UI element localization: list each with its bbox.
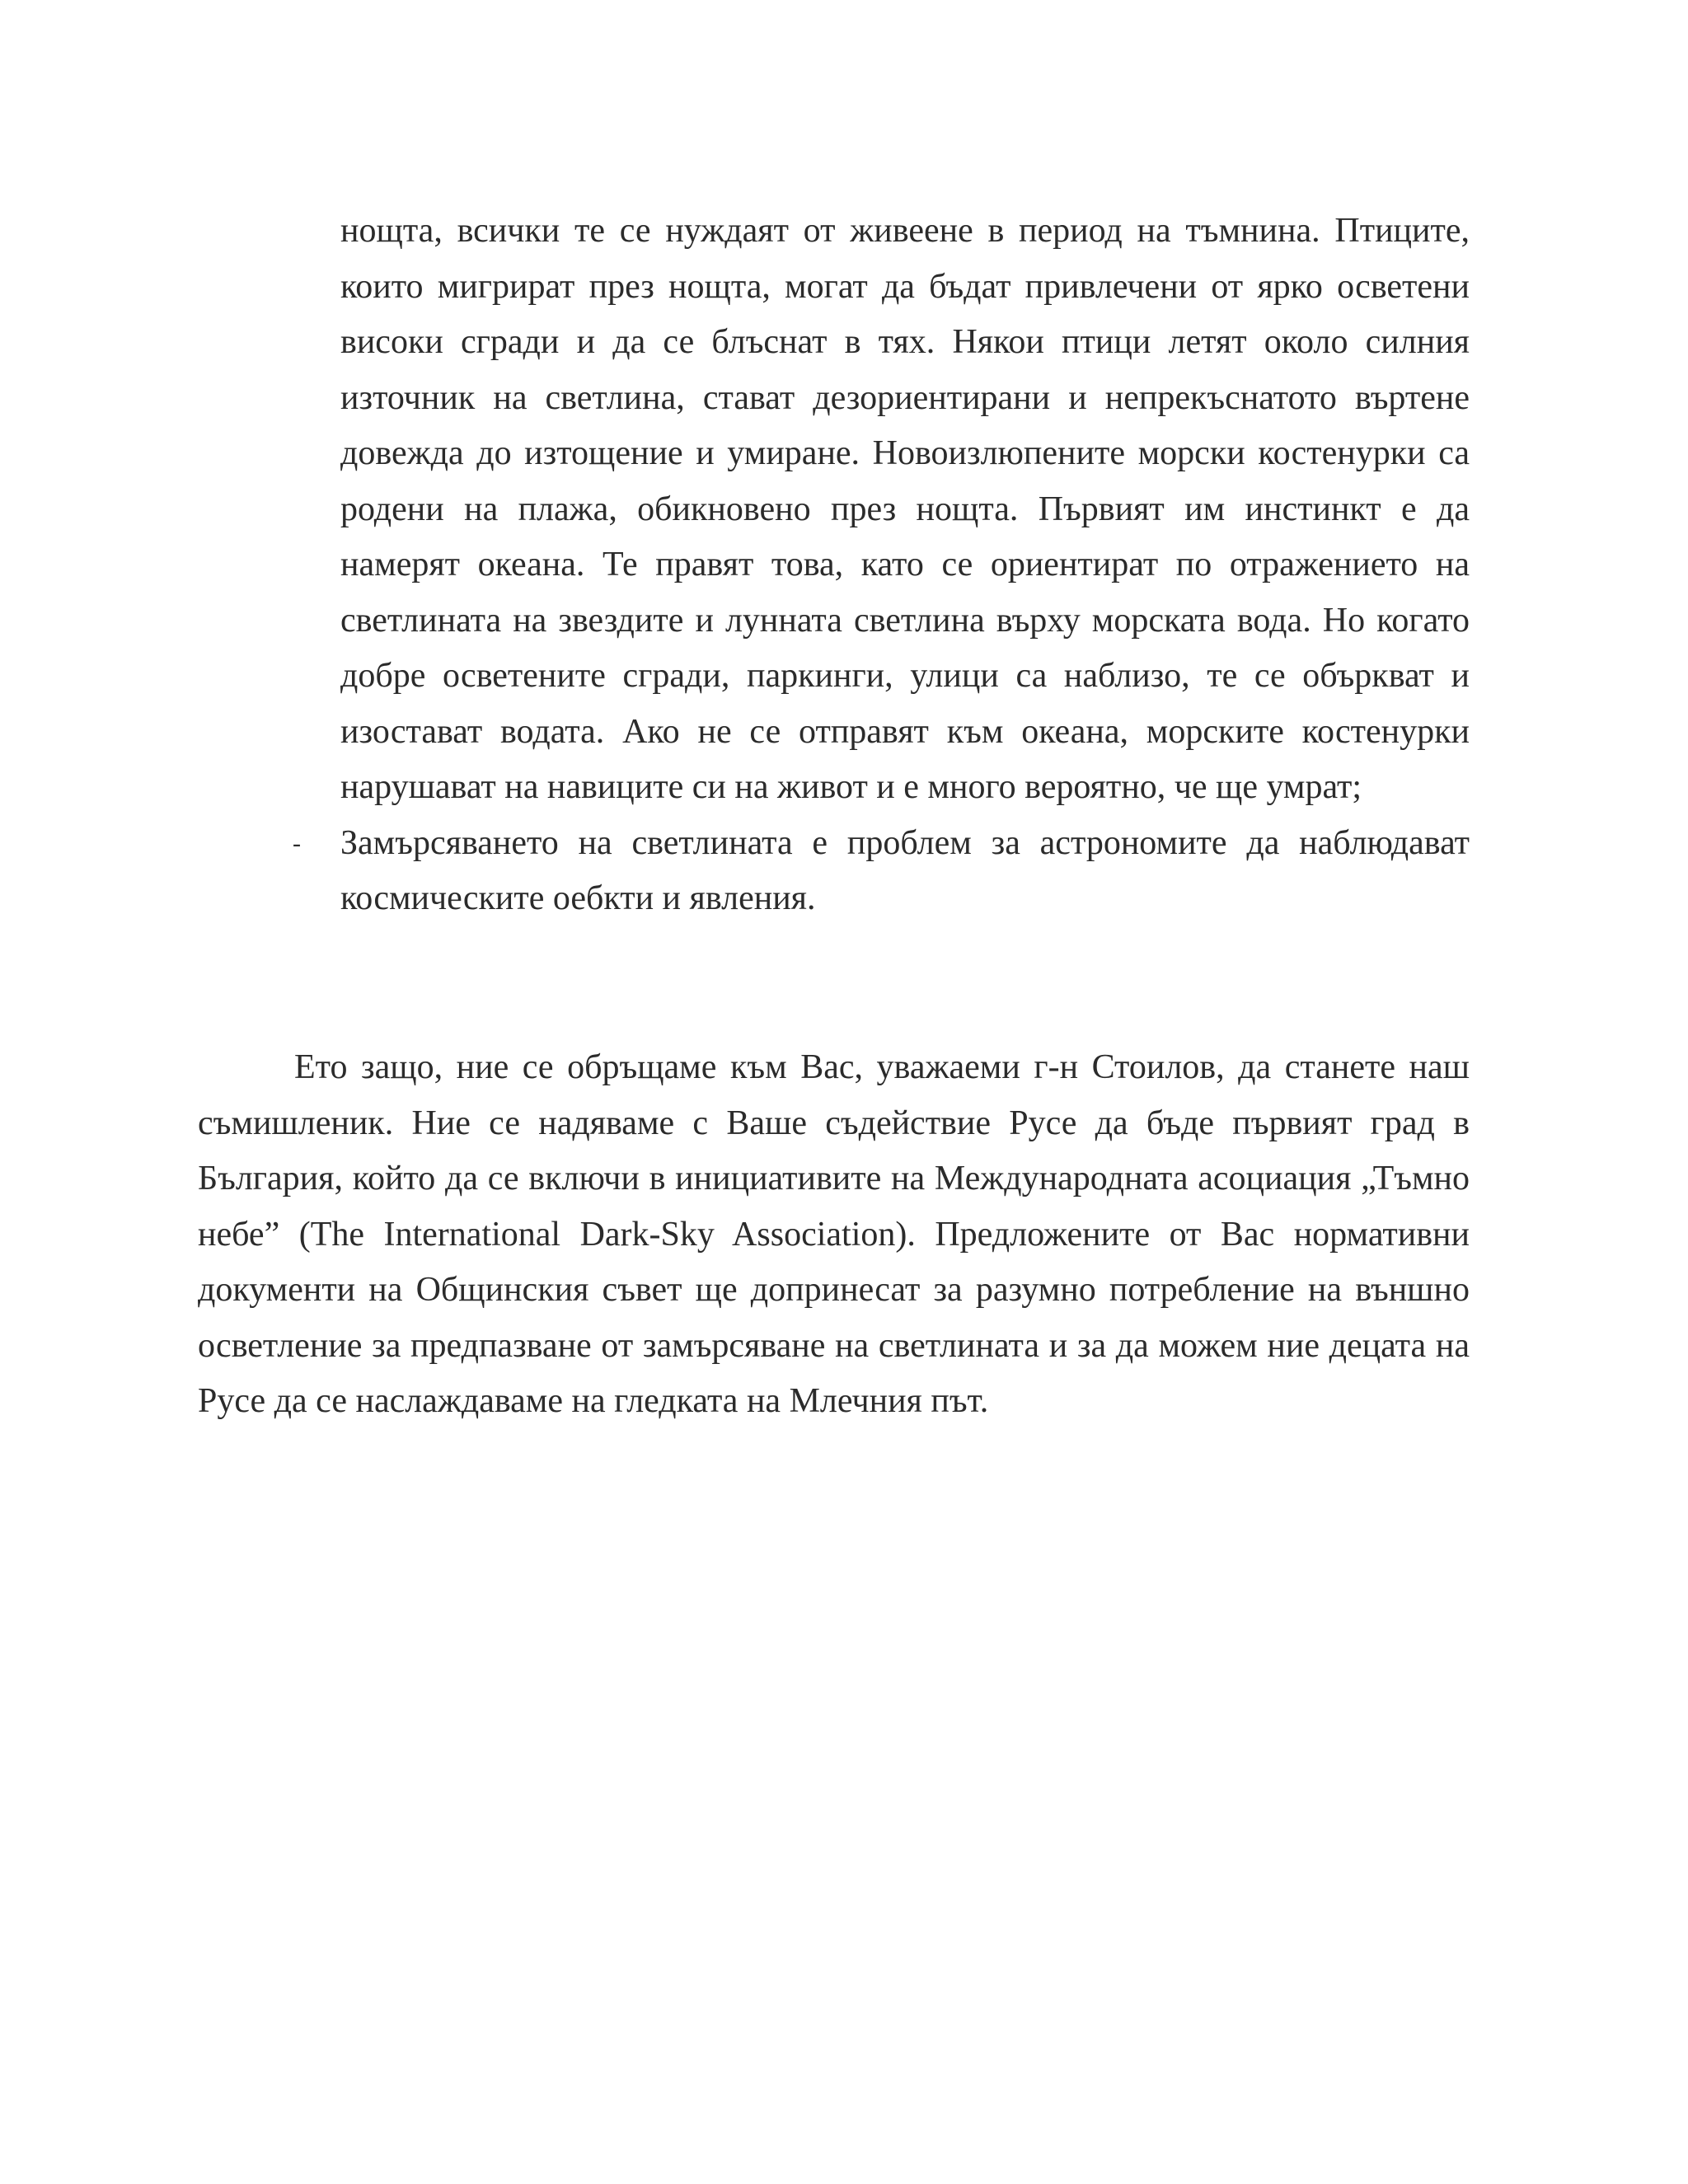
bullet-dash: - [293,829,301,857]
bullet-list [293,204,1470,927]
list-item [293,816,1470,927]
list-item-continued: нощта, всички те се нуждаят от живеене в период на тъмнина. Птиците, които мигрират през нощта, могат да бъдат привлечени от ярко осветени високи сгради и да се блъснат в тях. Някои птици летят около силния източник на светлина, стават дезориентирани и непрекъснатото въртене довежда до изтощение и умиране. Новоизлюпените морски костенурки са родени на плажа, обикновено през нощта. Първият им инстинкт е да намерят океана. Те правят това, като се ориентират по отражението на светлината на звездите и лунната светлина върху морската вода. Но когато добре осветените сгради, паркинги, улици са наблизо, те се объркват и изостават водата. Ако не се отправят към океана, морските костенурки нарушават на навиците си на живот и е много вероятно, че ще умрат; [340,212,1470,806]
body-paragraph: Ето защо, ние се обръщаме към Вас, уважаеми г-н Стоилов, да станете наш съмишленик. Ние се надяваме с Ваше съдействие Русе да бъде първият град в България, който да се включи в инициативите на Международната асоциация „Тъмно небе” (The International Dark-Sky Association). Предложените от Вас нормативни документи на Общинския съвет ще допринесат за разумно потребление на външно осветление за предпазване от замърсяване на светлината и за да можем ние децата на Русе да се наслаждаваме на гледката на Млечния път. [198,1048,1470,1420]
list-item-text: Замърсяването на светлината е проблем за астрономите да наблюдават космическите оебкти и явления. [340,823,1470,917]
